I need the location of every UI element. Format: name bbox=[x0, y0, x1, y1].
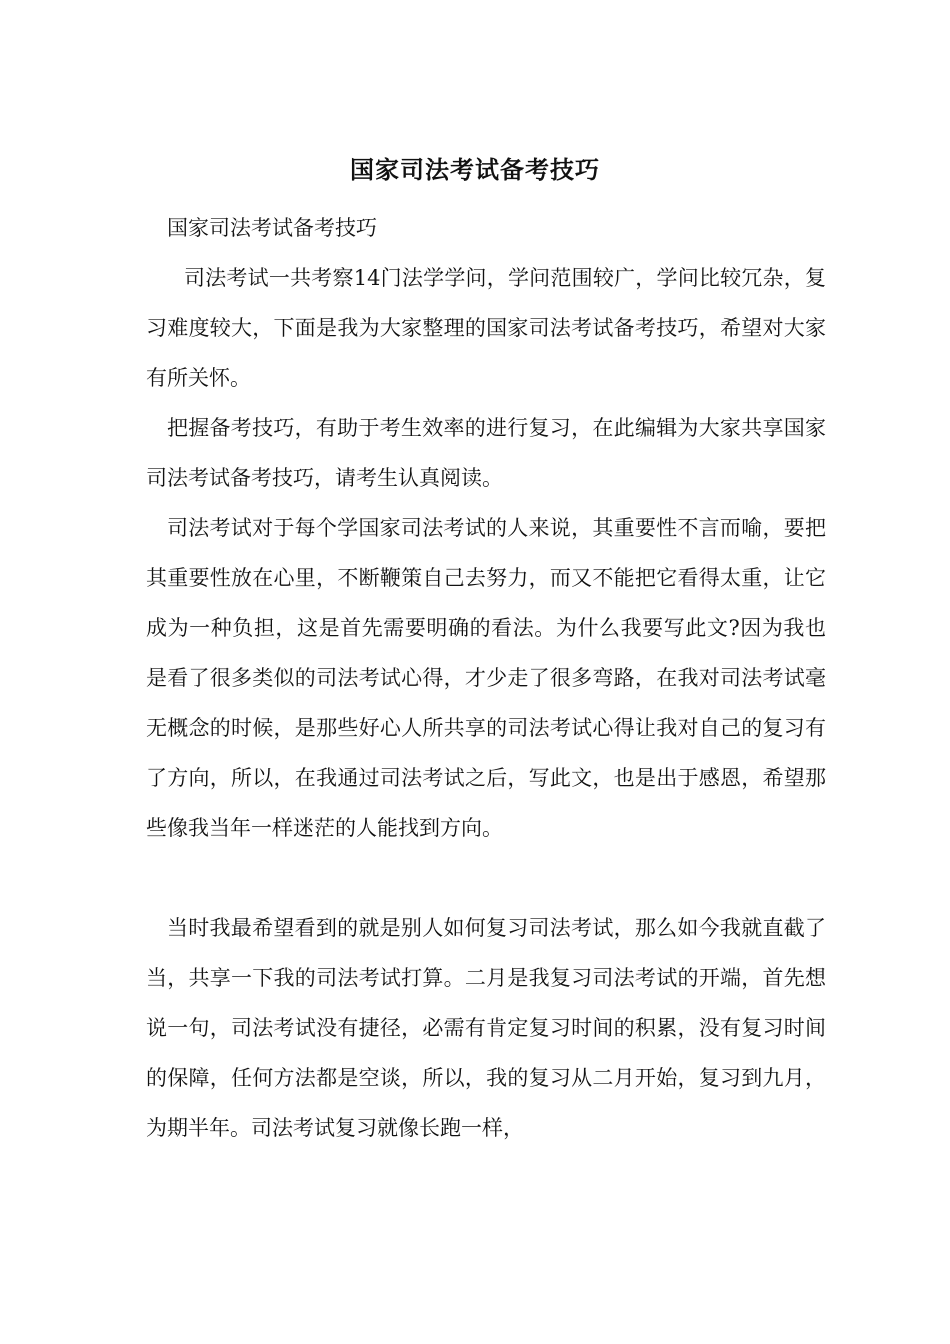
document-title: 国家司法考试备考技巧 bbox=[350, 155, 600, 184]
document-body bbox=[146, 203, 826, 1153]
paragraph-tips: 把握备考技巧，有助于考生效率的进行复习，在此编辑为大家共享国家司法考试备考技巧，请考生认真阅读。 bbox=[146, 416, 826, 490]
paragraph-spacer bbox=[146, 853, 826, 903]
paragraph-importance: 司法考试对于每个学国家司法考试的人来说，其重要性不言而喻，要把其重要性放在心里，不断鞭策自己去努力，而又不能把它看得太重，让它成为一种负担，这是首先需要明确的看法。为什么我要写此文?因为我也是看了很多类似的司法考试心得，才少走了很多弯路，在我对司法考试毫无概念的时候，是那些好心人所共享的司法考试心得让我对自己的复习有了方向，所以，在我通过司法考试之后，写此文，也是出于感恩，希望那些像我当年一样迷茫的人能找到方向。 bbox=[146, 516, 826, 840]
paragraph-intro: 司法考试一共考察14门法学学问，学问范围较广，学问比较冗杂，复习难度较大，下面是我为大家整理的国家司法考试备考技巧，希望对大家有所关怀。 bbox=[146, 266, 826, 390]
document-subtitle: 国家司法考试备考技巧 bbox=[167, 216, 377, 240]
paragraph-plan: 当时我最希望看到的就是别人如何复习司法考试，那么如今我就直截了当，共享一下我的司法考试打算。二月是我复习司法考试的开端，首先想说一句，司法考试没有捷径，必需有肯定复习时间的积累，没有复习时间的保障，任何方法都是空谈，所以，我的复习从二月开始，复习到九月，为期半年。司法考试复习就像长跑一样， bbox=[146, 916, 826, 1140]
